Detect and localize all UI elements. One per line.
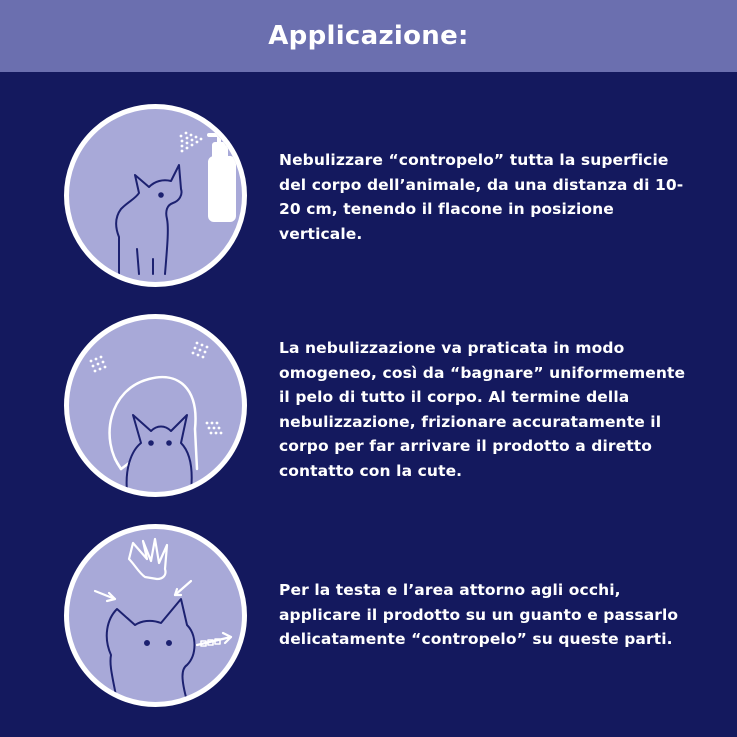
page-title: Applicazione: [268,21,469,51]
dog-spray-body-icon [64,314,247,497]
step-2 [0,310,737,510]
header-bar [0,0,737,72]
step-1-text: Nebulizzare “contropelo” tutta la superficie del corpo dell’animale, da una distanza di 10-20 cm, tenendo il flacone in posizione verticale. [279,151,684,243]
step-3-text: Per la testa e l’area attorno agli occhi, applicare il prodotto su un guanto e passarlo delicatamente “contropelo” su queste parti. [279,581,679,648]
dog-spray-bottle-icon [64,104,247,287]
step-2-text: La nebulizzazione va praticata in modo omogeneo, così da “bagnare” uniformemente il pelo di tutto il corpo. Al termine della nebulizzazione, frizionare accuratamente il corpo per far arrivare il prodotto a diretto contatto con la cute. [279,339,686,480]
step-1 [0,100,737,300]
step-3 [0,520,737,720]
dog-glove-head-icon [64,524,247,707]
